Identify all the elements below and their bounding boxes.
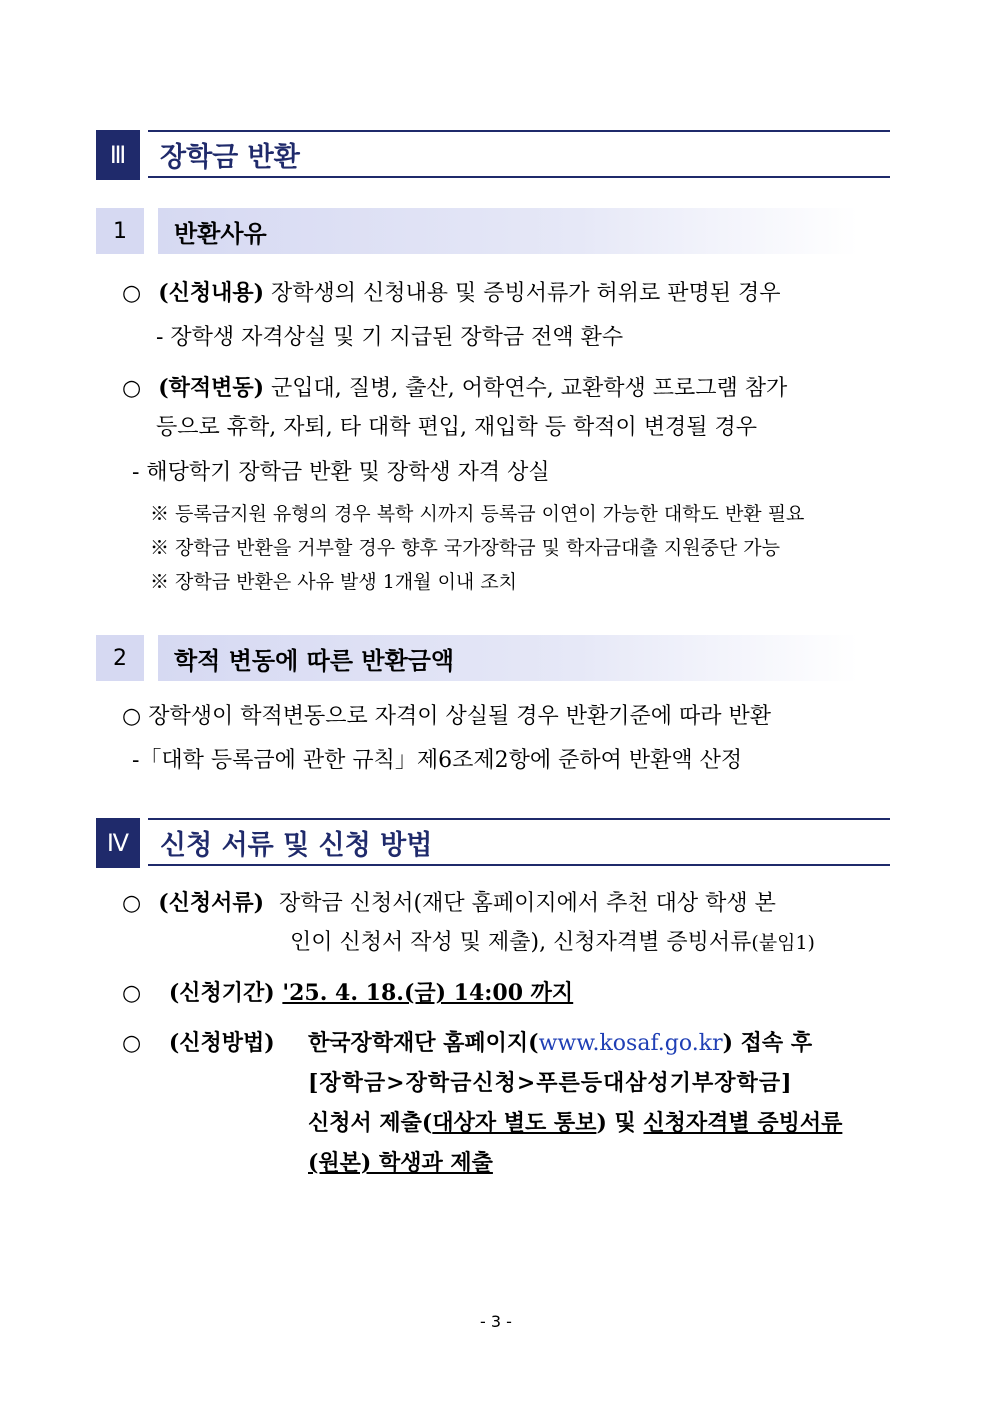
bullet: ○ xyxy=(122,281,142,306)
method-text-a: 한국장학재단 홈페이지( xyxy=(308,1030,539,1056)
refund-amount-dash: -「대학 등록금에 관한 규칙」제6조제2항에 준하여 반환액 산정 xyxy=(132,748,743,773)
method-submit-line xyxy=(308,1108,842,1138)
method-text-b: ) 접속 후 xyxy=(722,1030,813,1056)
method-submit-1: 신청서 제출( xyxy=(308,1110,433,1136)
period-label: (신청기간) xyxy=(168,980,275,1006)
docs-text-2-small: (붙임1) xyxy=(751,932,815,954)
reason-application-dash: - 장학생 자격상실 및 기 지급된 장학금 전액 환수 xyxy=(156,325,624,350)
kosaf-url-link[interactable]: www.kosaf.go.kr xyxy=(538,1031,723,1056)
method-submit-2: ) 및 xyxy=(596,1110,644,1136)
bullet: ○ xyxy=(122,891,142,916)
reason-academic-dash: - 해당학기 장학금 반환 및 장학생 자격 상실 xyxy=(132,460,550,485)
method-line xyxy=(122,1028,275,1059)
method-line-1 xyxy=(308,1028,896,1059)
docs-text: 장학금 신청서(재단 홈페이지에서 추천 대상 학생 본 xyxy=(279,891,776,916)
page-number: - 3 - xyxy=(480,1312,512,1331)
section-4-numeral: Ⅳ xyxy=(96,818,140,868)
reason-application-label: (신청내용) xyxy=(158,280,265,306)
subsection-2-title: 학적 변동에 따른 반환금액 xyxy=(158,635,858,681)
note-3: ※ 장학금 반환은 사유 발생 1개월 이내 조치 xyxy=(150,571,518,593)
subsection-2-number: 2 xyxy=(96,635,144,681)
section-3-numeral: Ⅲ xyxy=(96,130,140,180)
note-2: ※ 장학금 반환을 거부할 경우 향후 국가장학금 및 학자금대출 지원중단 가능 xyxy=(150,537,781,559)
bullet: ○ xyxy=(122,981,142,1006)
docs-label: (신청서류) xyxy=(158,890,265,916)
method-evidence: 신청자격별 증빙서류 xyxy=(643,1110,843,1136)
reason-application-line xyxy=(122,278,781,309)
method-label: (신청방법) xyxy=(168,1030,275,1056)
period-line xyxy=(122,978,573,1009)
docs-line xyxy=(122,888,776,919)
period-value: '25. 4. 18.(금) 14:00 까지 xyxy=(282,980,574,1006)
subsection-1-number: 1 xyxy=(96,208,144,254)
subsection-1-title: 반환사유 xyxy=(158,208,858,254)
method-final: (원본) 학생과 제출 xyxy=(308,1150,493,1176)
refund-amount-item: ○ 장학생이 학적변동으로 자격이 상실될 경우 반환기준에 따라 반환 xyxy=(122,704,771,729)
method-notice: 대상자 별도 통보 xyxy=(432,1110,597,1136)
docs-text-2: 인이 신청서 작성 및 제출), 신청자격별 증빙서류 xyxy=(290,930,752,955)
bullet: ○ xyxy=(122,1031,142,1056)
docs-line-2 xyxy=(290,928,815,958)
reason-academic-label: (학적변동) xyxy=(158,375,265,401)
note-1: ※ 등록금지원 유형의 경우 복학 시까지 등록금 이연이 가능한 대학도 반환 필요 xyxy=(150,503,805,525)
reason-application-text: 장학생의 신청내용 및 증빙서류가 허위로 판명된 경우 xyxy=(264,281,781,306)
method-path: [장학금>장학금신청>푸른등대삼성기부장학금] xyxy=(308,1070,793,1096)
reason-academic-text: 군입대, 질병, 출산, 어학연수, 교환학생 프로그램 참가 xyxy=(264,376,788,401)
section-3-title: 장학금 반환 xyxy=(148,130,890,178)
method-text-a-wrap xyxy=(308,1028,812,1059)
section-4-title: 신청 서류 및 신청 방법 xyxy=(148,818,890,866)
bullet: ○ xyxy=(122,376,142,401)
reason-academic-text-2: 등으로 휴학, 자퇴, 타 대학 편입, 재입학 등 학적이 변경될 경우 xyxy=(156,415,757,440)
reason-academic-line xyxy=(122,373,787,404)
